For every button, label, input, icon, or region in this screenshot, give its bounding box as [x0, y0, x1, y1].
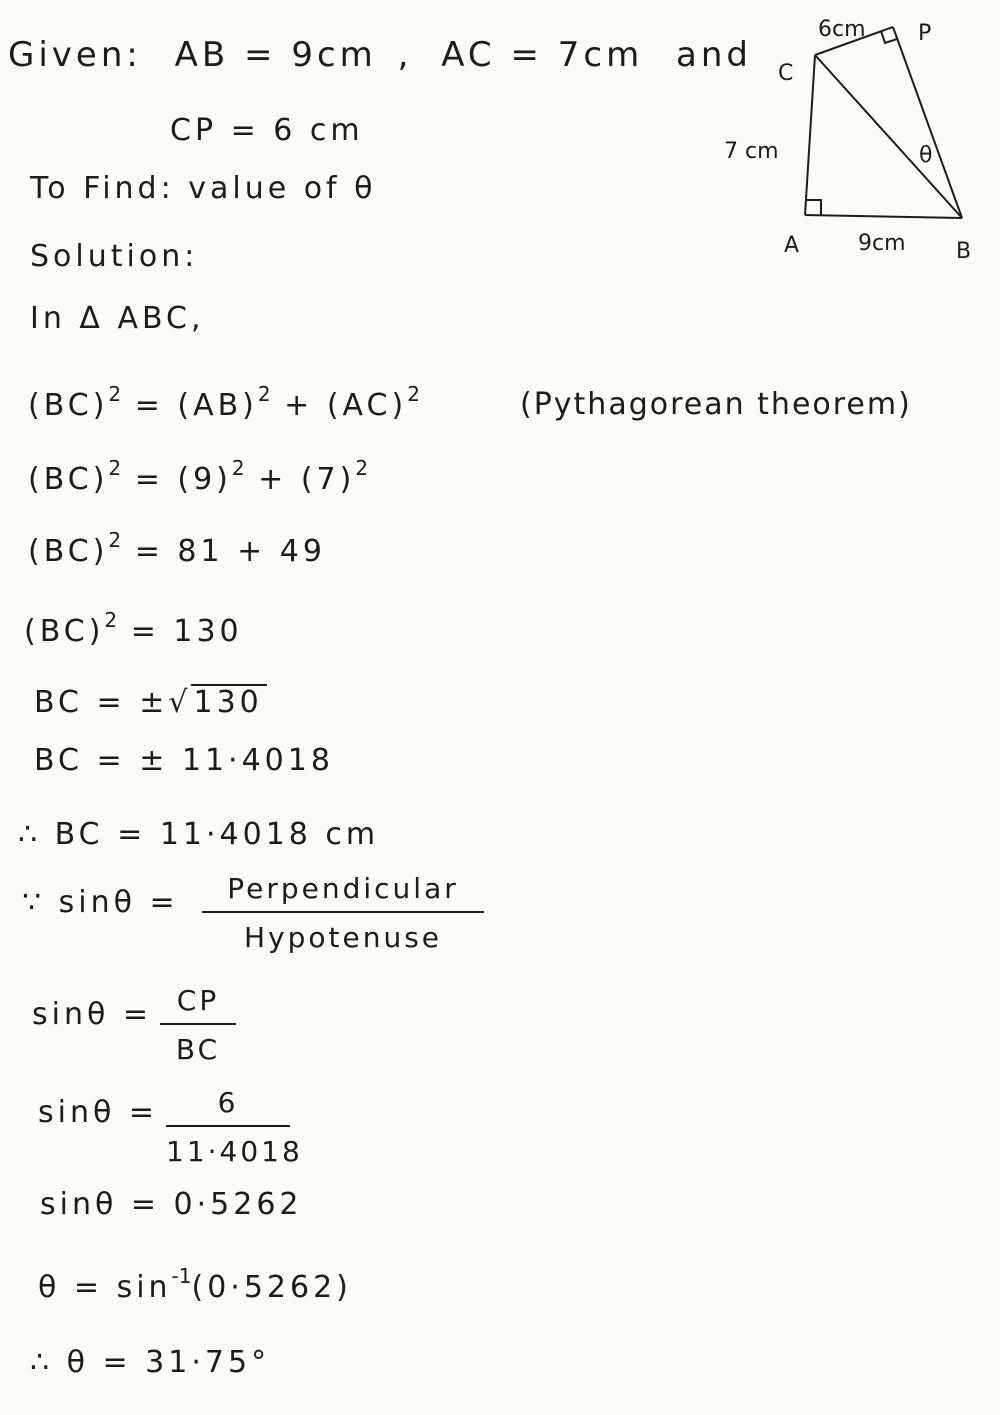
inverse-exp: -1 [171, 1264, 192, 1288]
s5-lhs: BC = ± [34, 685, 169, 720]
label-7cm: 7 cm [724, 139, 779, 164]
sqrt-icon: √ [168, 685, 192, 720]
exp: 2 [257, 382, 271, 406]
step-sqrt [34, 684, 267, 718]
exp: 2 [355, 456, 369, 480]
side-pb [893, 27, 962, 218]
sin-value-fraction [166, 1086, 303, 1168]
exp: 2 [108, 382, 122, 406]
fraction-denominator: Hypotenuse [243, 921, 443, 954]
given-label: Given: [8, 35, 142, 75]
triangle-diagram [700, 0, 1000, 280]
step-bc-result: ∴ BC = 11·4018 cm [18, 817, 380, 852]
sin-definition-lhs: ∵ sinθ = [22, 885, 179, 920]
pythagorean-note: (Pythagorean theorem) [520, 387, 912, 422]
fraction-numerator: Perpendicular [227, 872, 459, 905]
exp: 2 [407, 382, 420, 406]
step-pythagoras [28, 384, 420, 421]
s4-rhs: = 130 [130, 614, 243, 649]
side-ab [805, 215, 962, 218]
given-ab: AB = 9cm [174, 35, 377, 75]
given-cp: CP = 6 cm [170, 113, 364, 148]
vertex-a: A [784, 233, 800, 258]
step-squares [28, 530, 326, 567]
vertex-p: P [918, 21, 932, 46]
s1-eq: = (AB) [134, 388, 258, 423]
solution-label: Solution: [30, 239, 199, 274]
exp: 2 [104, 608, 118, 632]
s2-eq: = (9) [134, 462, 232, 497]
step-sum [24, 610, 243, 647]
sin-ratio-lhs: sinθ = [32, 997, 153, 1032]
s5-radicand: 130 [191, 684, 266, 718]
right-angle-a-icon [806, 200, 821, 215]
s1-lhs: (BC) [28, 388, 109, 423]
sin-definition-fraction [202, 872, 484, 954]
side-ac [805, 55, 815, 215]
s4-lhs: (BC) [24, 614, 105, 649]
vertex-c: C [778, 61, 794, 86]
s12-b: (0·5262) [191, 1270, 352, 1305]
s3-lhs: (BC) [28, 534, 109, 569]
label-9cm: 9cm [858, 231, 906, 256]
exp: 2 [108, 456, 122, 480]
diagonal-bc [815, 55, 962, 218]
given-ac: AC = 7cm [441, 35, 644, 75]
s12-a: θ = sin [38, 1270, 172, 1305]
angle-theta: θ [919, 143, 933, 168]
s1-plus: + (AC) [284, 388, 408, 423]
s2-plus: + (7) [258, 462, 356, 497]
step-bc-value: BC = ± 11·4018 [34, 743, 334, 778]
given-line [8, 35, 752, 75]
to-find: To Find: value of θ [30, 171, 377, 206]
fraction-numerator: CP [176, 984, 220, 1017]
given-comma: , [397, 35, 413, 75]
step-substitute [28, 458, 368, 495]
in-triangle: In Δ ABC, [30, 301, 205, 336]
theta-result: ∴ θ = 31·75° [30, 1345, 271, 1380]
s3-rhs: = 81 + 49 [134, 534, 326, 569]
sin-decimal: sinθ = 0·5262 [40, 1187, 303, 1222]
sin-ratio-fraction [160, 984, 236, 1066]
fraction-denominator: BC [175, 1033, 221, 1066]
vertex-b: B [956, 239, 972, 264]
given-and: and [676, 35, 752, 75]
theta-inverse [38, 1266, 352, 1303]
s2-lhs: (BC) [28, 462, 109, 497]
fraction-numerator: 6 [217, 1086, 239, 1119]
label-6cm: 6cm [818, 17, 866, 42]
sin-value-lhs: sinθ = [38, 1095, 159, 1130]
exp: 2 [108, 528, 122, 552]
exp: 2 [231, 456, 245, 480]
fraction-denominator: 11·4018 [166, 1135, 303, 1168]
